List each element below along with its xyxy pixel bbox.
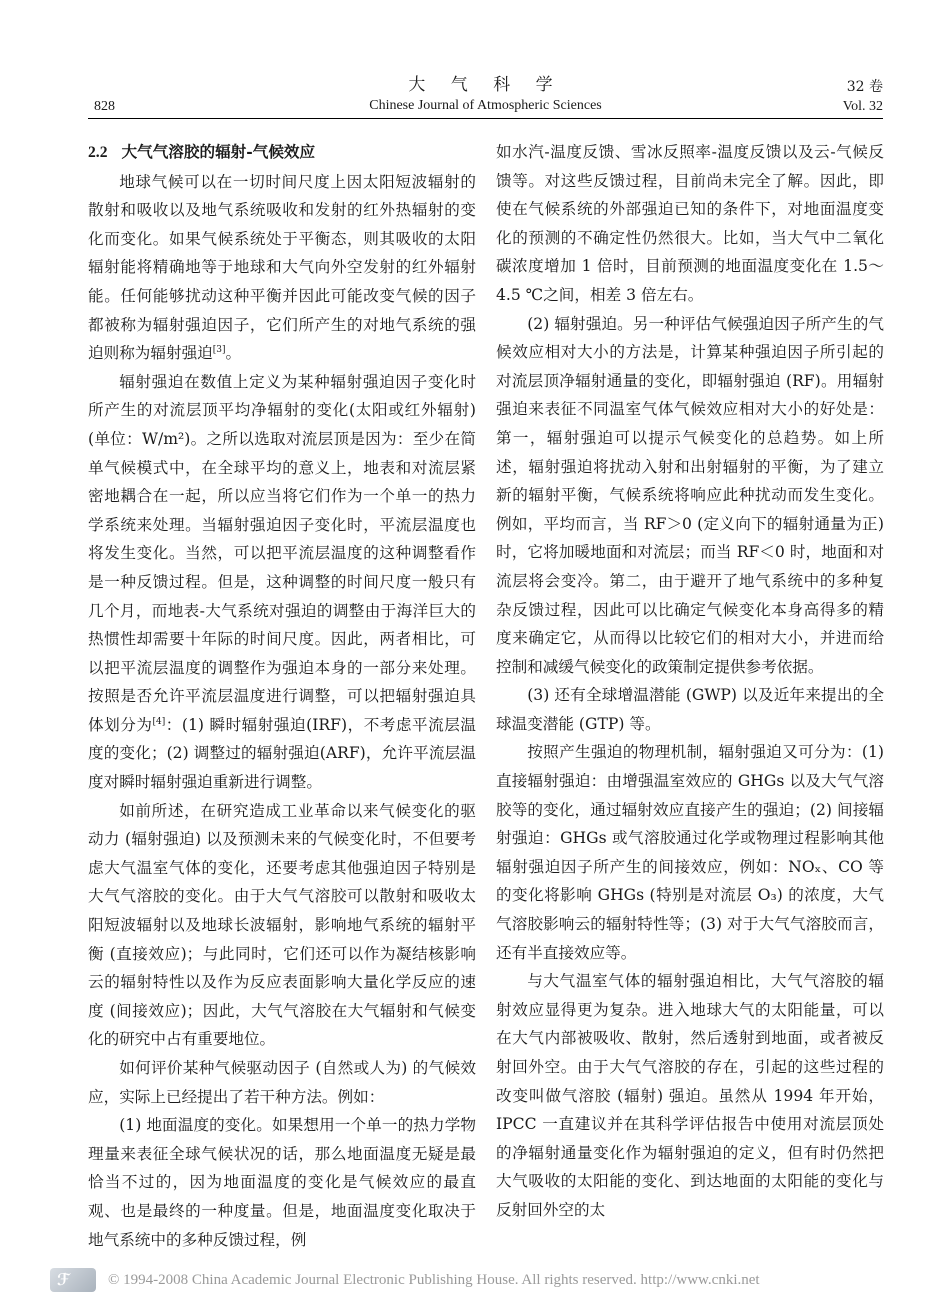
copyright-notice: © 1994-2008 China Academic Journal Electronic Publishing House. All rights reserved. http://www.cnki.net <box>108 1272 760 1288</box>
journal-title-block <box>88 74 883 116</box>
page-footer <box>50 1266 900 1296</box>
right-column <box>496 138 884 1225</box>
section-heading <box>88 138 476 168</box>
paragraph: 与大气温室气体的辐射强迫相比，大气气溶胶的辐射效应显得更为复杂。进入地球大气的太阳能量，可以在大气内部被吸收、散射，然后透射到地面，或者被反射回外空。由于大气气溶胶的存在，引起的这些过程的改变叫做气溶胶 (辐射) 强迫。虽然从 1994 年开始，IPCC 一直建议并在其科学评估报告中使用对流层顶处的净辐射通量变化作为辐射强迫的定义，但有时仍然把大气吸收的太阳能的变化、到达地面的太阳能的变化与反射回外空的太 <box>496 972 884 1219</box>
citation: [4] <box>152 716 166 727</box>
citation: [3] <box>212 344 226 355</box>
paragraph: (1) 地面温度的变化。如果想用一个单一的热力学物理量来表征全球气候状况的话，那么地面温度无疑是最恰当不过的，因为地面温度的变化是气候效应的最直观、也是最终的一种度量。但是，地面温度变化取决于地气系统中的多种反馈过程，例 <box>88 1116 476 1249</box>
page-number: 828 <box>94 99 115 114</box>
paragraph: 如前所述，在研究造成工业革命以来气候变化的驱动力 (辐射强迫) 以及预测未来的气候变化时，不但要考虑大气温室气体的变化，还要考虑其他强迫因子特别是大气气溶胶的变化。由于大气气溶胶可以散射和吸收太阳短波辐射以及地球长波辐射，影响地气系统的辐射平衡 (直接效应)；与此同时，它们还可以作为凝结核影响云的辐射特性以及作为反应表面影响大量化学反应的速度 (间接效应)；因此，大气气溶胶在大气辐射和气候变化的研究中占有重要地位。 <box>88 801 476 1049</box>
paragraph: 按照产生强迫的物理机制，辐射强迫又可分为：(1) 直接辐射强迫：由增强温室效应的 GHGs 以及大气气溶胶等的变化，通过辐射效应直接产生的强迫；(2) 间接辐射强迫：GHGs 或气溶胶通过化学或物理过程影响其他辐射强迫因子所产生的间接效应，例如：NOₓ、CO 等的变化将影响 GHGs (特别是对流层 O₃) 的浓度，大气气溶胶影响云的辐射特性等；(3) 对于大气气溶胶而言，还有半直接效应等。 <box>496 743 884 962</box>
volume-chinese: 32 卷 <box>846 79 883 95</box>
paragraph: (3) 还有全球增温潜能 (GWP) 以及近年来提出的全球温变潜能 (GTP) 等。 <box>496 686 884 733</box>
section-title: 大气气溶胶的辐射-气候效应 <box>121 142 316 161</box>
journal-title-english: Chinese Journal of Atmospheric Sciences <box>369 98 602 113</box>
volume-english: Vol. 32 <box>842 99 883 114</box>
section-number: 2.2 <box>88 144 108 161</box>
paragraph: (2) 辐射强迫。另一种评估气候强迫因子所产生的气候效应相对大小的方法是，计算某种强迫因子所引起的对流层顶净辐射通量的变化，即辐射强迫 (RF)。用辐射强迫来表征不同温室气体气候效应相对大小的好处是：第一，辐射强迫可以提示气候变化的总趋势。如上所述，辐射强迫将扰动入射和出射辐射的平衡，为了建立新的辐射平衡，气候系统将响应此种扰动而发生变化。例如，平均而言，当 RF＞0 (定义向下的辐射通量为正) 时，它将加暖地面和对流层；而当 RF＜0 时，地面和对流层将会变冷。第二，由于避开了地气系统中的多种复杂反馈过程，因此可以比确定气候变化本身高得多的精度来确定它，从而得以比较它们的相对大小，并进而给控制和减缓气候变化的政策制定提供参考依据。 <box>496 314 884 676</box>
paragraph: 地球气候可以在一切时间尺度上因太阳短波辐射的散射和吸收以及地气系统吸收和发射的红外热辐射的变化而变化。如果气候系统处于平衡态，则其吸收的太阳辐射能将精确地等于地球和大气向外空发射的红外辐射能。任何能够扰动这种平衡并因此可能改变气候的因子都被称为辐射强迫因子，它们所产生的对地气系统的强迫则称为辐射强迫[3]。 <box>88 172 476 363</box>
paragraph-continued: 如水汽-温度反馈、雪冰反照率-温度反馈以及云-气候反馈等。对这些反馈过程，目前尚未完全了解。因此，即使在气候系统的外部强迫已知的条件下，对地面温度变化的预测的不确定性仍然很大。比如，当大气中二氧化碳浓度增加 1 倍时，目前预测的地面温度变化在 1.5～4.5 ℃之间，相差 3 倍左右。 <box>496 143 884 304</box>
left-column <box>88 138 476 1254</box>
page-header <box>88 74 883 119</box>
paragraph: 辐射强迫在数值上定义为某种辐射强迫因子变化时所产生的对流层顶平均净辐射的变化(太阳或红外辐射)(单位：W/m²)。之所以选取对流层顶是因为：至少在简单气候模式中，在全球平均的意义上，地表和对流层紧密地耦合在一起，所以应当将它们作为一个单一的热力学系统来处理。当辐射强迫因子变化时，平流层温度也将发生变化。当然，可以把平流层温度的这种调整看作是一种反馈过程。但是，这种调整的时间尺度一般只有几个月，而地表-大气系统对强迫的调整由于海洋巨大的热惯性却需要十年际的时间尺度。因此，两者相比，可以把平流层温度的调整作为强迫本身的一部分来处理。按照是否允许平流层温度进行调整，可以把辐射强迫具体划分为[4]：(1) 瞬时辐射强迫(IRF)，不考虑平流层温度的变化；(2) 调整过的辐射强迫(ARF)，允许平流层温度对瞬时辐射强迫重新进行调整。 <box>88 372 476 792</box>
cnki-logo-icon: ℱ <box>50 1268 96 1292</box>
journal-title-chinese: 大 气 科 学 <box>408 75 563 95</box>
paragraph: 如何评价某种气候驱动因子 (自然或人为) 的气候效应，实际上已经提出了若干种方法。例如： <box>88 1059 476 1106</box>
